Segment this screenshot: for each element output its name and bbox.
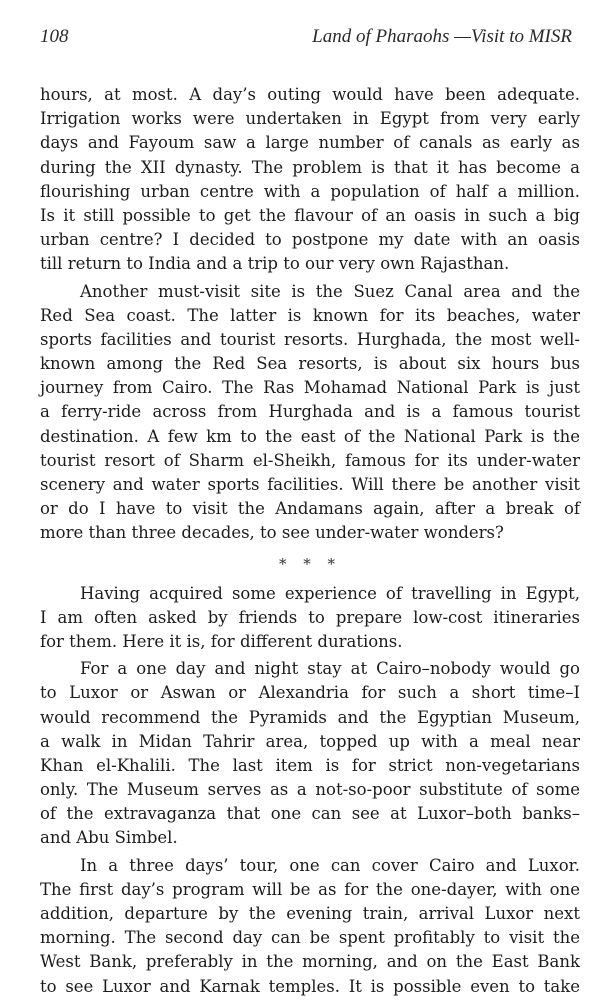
running-head: Land of Pharaohs —Visit to MISR bbox=[312, 26, 572, 47]
text-line: I am often asked by friends to prepare low-cost itineraries bbox=[40, 607, 580, 627]
text-line: Having acquired some experience of travelling in Egypt, bbox=[80, 583, 580, 603]
text-line: or do I have to visit the Andamans again, after a break of bbox=[40, 499, 580, 519]
text-line: Khan el-Khalili. The last item is for strict non-vegetarians bbox=[40, 755, 580, 775]
page-header bbox=[40, 26, 572, 54]
text-line: journey from Cairo. The Ras Mohamad National Park is just bbox=[40, 378, 580, 398]
text-line: to Luxor or Aswan or Alexandria for such a short time–I bbox=[40, 683, 580, 703]
text-line: to see Luxor and Karnak temples. It is possible even to take bbox=[40, 976, 580, 996]
section-separator: * * * bbox=[278, 554, 342, 573]
text-line: sports facilities and tourist resorts. Hurghada, the most well- bbox=[40, 329, 580, 349]
paragraph bbox=[40, 83, 580, 277]
text-line: In a three days’ tour, one can cover Cairo and Luxor. bbox=[80, 855, 580, 875]
text-line: Irrigation works were undertaken in Egypt from very early bbox=[40, 109, 580, 129]
text-line: For a one day and night stay at Cairo–nobody would go bbox=[80, 659, 580, 679]
text-line: morning. The second day can be spent profitably to visit the bbox=[40, 928, 580, 948]
text-line: flourishing urban centre with a population of half a million. bbox=[40, 181, 580, 201]
text-line: West Bank, preferably in the morning, and on the East Bank bbox=[40, 952, 580, 972]
paragraph bbox=[40, 657, 580, 851]
text-line: urban centre? I decided to postpone my date with an oasis bbox=[40, 230, 580, 250]
text-line: Is it still possible to get the flavour of an oasis in such a big bbox=[40, 205, 580, 225]
text-line: a ferry-ride across from Hurghada and is a famous tourist bbox=[40, 402, 580, 422]
text-line: destination. A few km to the east of the National Park is the bbox=[40, 426, 580, 446]
text-line: during the XII dynasty. The problem is that it has become a bbox=[40, 157, 580, 177]
page-number: 108 bbox=[40, 26, 69, 47]
body-text bbox=[40, 83, 580, 999]
text-line: more than three decades, to see under-water wonders? bbox=[40, 523, 504, 543]
text-line: a walk in Midan Tahrir area, topped up with a meal near bbox=[40, 731, 580, 751]
text-line: for them. Here it is, for different durations. bbox=[40, 631, 403, 651]
text-line: Another must-visit site is the Suez Canal area and the bbox=[80, 281, 580, 301]
text-line: of the extravaganza that one can see at Luxor–both banks– bbox=[40, 804, 580, 824]
text-line: The first day’s program will be as for the one-dayer, with one bbox=[40, 879, 580, 899]
text-line: hours, at most. A day’s outing would have been adequate. bbox=[40, 85, 580, 104]
text-line: only. The Museum serves as a not-so-poor substitute of some bbox=[40, 780, 580, 800]
paragraph bbox=[40, 854, 580, 999]
text-line: would recommend the Pyramids and the Egyptian Museum, bbox=[40, 707, 580, 727]
paragraph bbox=[40, 582, 580, 655]
text-line: scenery and water sports facilities. Will there be another visit bbox=[40, 475, 580, 494]
text-line: addition, departure by the evening train, arrival Luxor next bbox=[40, 904, 580, 923]
text-line: days and Fayoum saw a large number of canals as early as bbox=[40, 133, 580, 153]
text-line: tourist resort of Sharm el-Sheikh, famous for its under-water bbox=[40, 450, 580, 470]
text-line: and Abu Simbel. bbox=[40, 828, 178, 848]
paragraph bbox=[40, 280, 580, 546]
text-line: till return to India and a trip to our very own Rajasthan. bbox=[40, 254, 510, 274]
text-line: known among the Red Sea resorts, is about six hours bus bbox=[40, 354, 580, 374]
text-line: Red Sea coast. The latter is known for its beaches, water bbox=[40, 305, 580, 325]
